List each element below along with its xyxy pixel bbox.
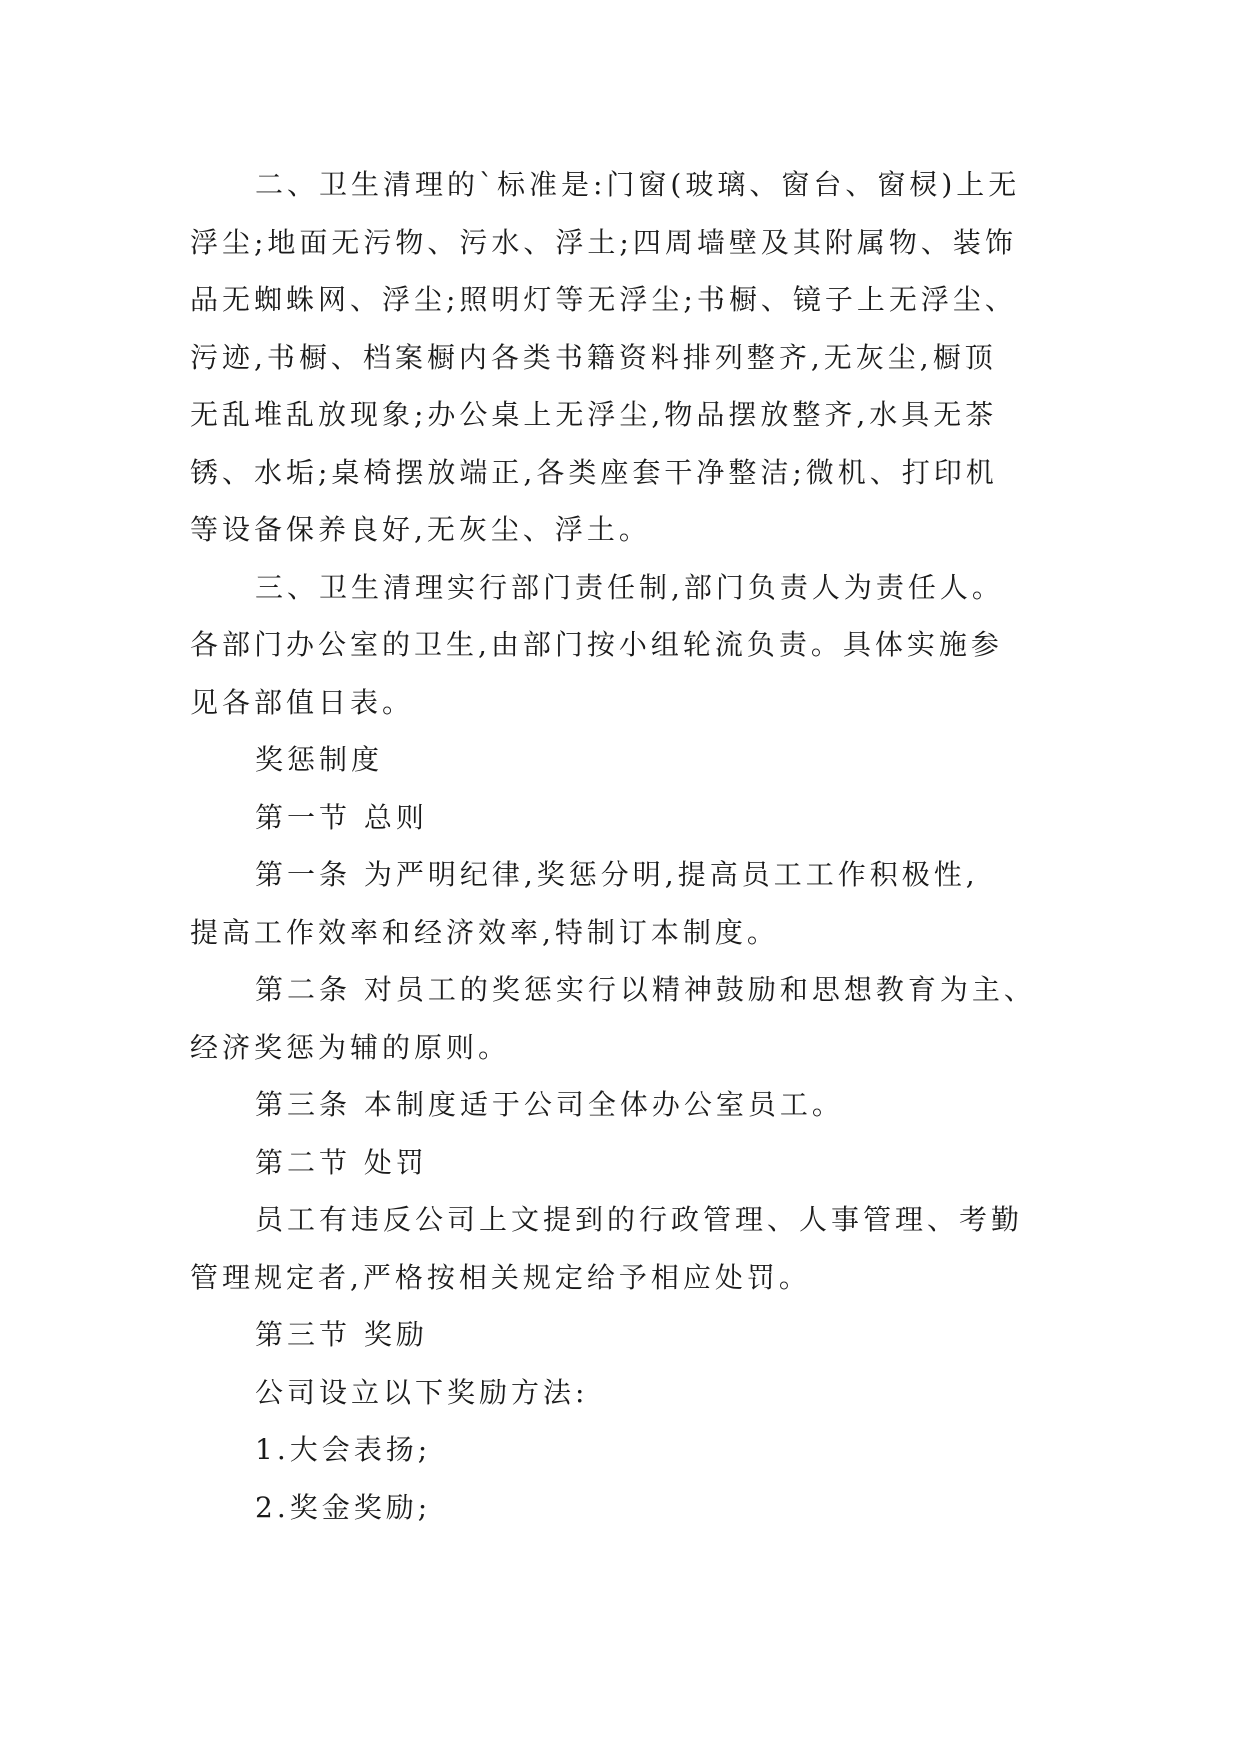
paragraph-line: 公司设立以下奖励方法: — [255, 1375, 589, 1409]
paragraph-line: 等设备保养良好,无灰尘、浮土。 — [190, 513, 651, 546]
paragraph-line: 见各部值日表。 — [190, 685, 415, 719]
paragraph-line: 锈、水垢;桌椅摆放端正,各类座套干净整洁;微机、打印机 — [190, 455, 998, 489]
subsection-heading: 第二节 处罚 — [255, 1145, 428, 1179]
article-line: 第二条 对员工的奖惩实行以精神鼓励和思想教育为主、 — [255, 973, 1036, 1006]
subsection-heading: 第三节 奖励 — [255, 1318, 428, 1351]
article-line: 第一条 为严明纪律,奖惩分明,提高员工工作积极性, — [255, 858, 979, 891]
paragraph-line: 无乱堆乱放现象;办公桌上无浮尘,物品摆放整齐,水具无茶 — [190, 398, 998, 431]
list-item: 1.大会表扬; — [255, 1433, 432, 1466]
paragraph-line: 浮尘;地面无污物、污水、浮土;四周墙壁及其附属物、装饰 — [190, 225, 1017, 259]
paragraph-line: 员工有违反公司上文提到的行政管理、人事管理、考勤 — [255, 1203, 1024, 1236]
subsection-heading: 第一节 总则 — [255, 800, 428, 834]
paragraph-line: 二、卫生清理的`标准是:门窗(玻璃、窗台、窗棂)上无 — [255, 168, 1021, 201]
paragraph-line: 各部门办公室的卫生,由部门按小组轮流负责。具体实施参 — [190, 628, 1003, 661]
paragraph-line: 管理规定者,严格按相关规定给予相应处罚。 — [190, 1260, 811, 1294]
section-heading: 奖惩制度 — [255, 743, 384, 776]
paragraph-line: 三、卫生清理实行部门责任制,部门负责人为责任人。 — [255, 570, 1004, 604]
article-line: 提高工作效率和经济效率,特制订本制度。 — [190, 915, 779, 949]
article-line: 第三条 本制度适于公司全体办公室员工。 — [255, 1088, 844, 1121]
paragraph-line: 污迹,书橱、档案橱内各类书籍资料排列整齐,无灰尘,橱顶 — [190, 340, 997, 374]
article-line: 经济奖惩为辅的原则。 — [190, 1030, 511, 1064]
paragraph-line: 品无蜘蛛网、浮尘;照明灯等无浮尘;书橱、镜子上无浮尘、 — [190, 283, 1017, 316]
list-item: 2.奖金奖励; — [255, 1490, 432, 1524]
